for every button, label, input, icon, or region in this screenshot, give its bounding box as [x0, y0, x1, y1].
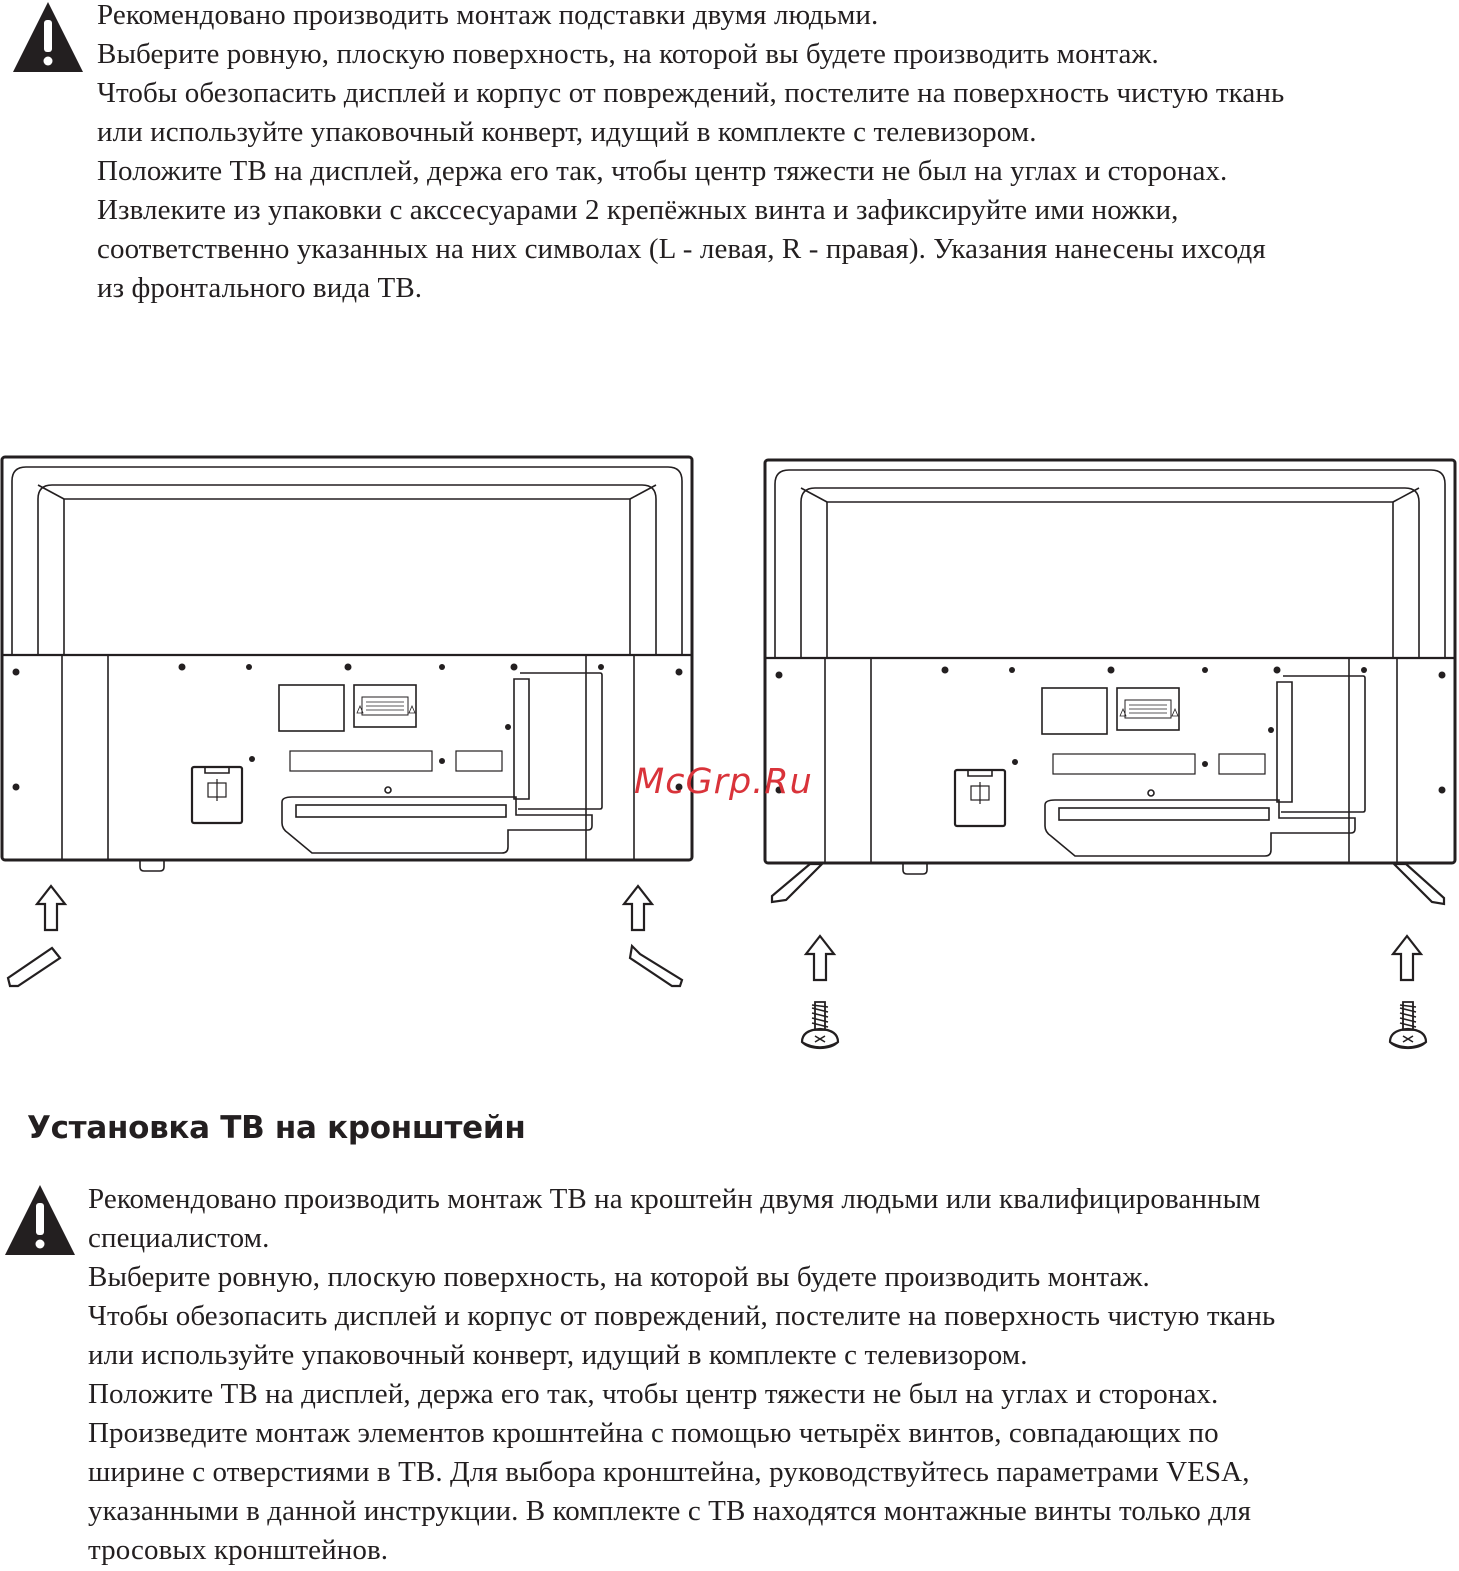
- instruction-line: Чтобы обезопасить дисплей и корпус от повреждений, постелите на поверхность чистую ткань: [88, 1300, 1276, 1332]
- arrow-up-icon: [624, 886, 652, 930]
- warning-triangle-icon: [4, 1183, 76, 1257]
- stand-foot-attached-right: [1394, 864, 1444, 904]
- instruction-line: ширине с отверстиями в ТВ. Для выбора кронштейна, руководствуйтесь параметрами VESA,: [88, 1456, 1250, 1488]
- instruction-line: или используйте упаковочный конверт, идущий в комплекте с телевизором.: [97, 116, 1037, 148]
- instruction-line: из фронтального вида ТВ.: [97, 272, 423, 304]
- arrow-up-icon: [806, 936, 834, 980]
- instruction-line: или используйте упаковочный конверт, идущий в комплекте с телевизором.: [88, 1339, 1028, 1371]
- stand-instructions: [97, 0, 1284, 308]
- instruction-line: соответственно указанных на них символах (L - левая, R - правая). Указания нанесены ихсодя: [97, 233, 1266, 265]
- screw-icon: [1390, 1002, 1426, 1048]
- instruction-line: тросовых кронштейнов.: [88, 1534, 389, 1566]
- stand-foot-attached-left: [772, 864, 822, 902]
- tv-back-view-left: [2, 457, 692, 871]
- instruction-line: специалистом.: [88, 1222, 270, 1254]
- instruction-line: Выберите ровную, плоскую поверхность, на которой вы будете производить монтаж.: [97, 38, 1159, 70]
- stand-foot-left: [8, 948, 60, 986]
- arrow-up-icon: [1393, 936, 1421, 980]
- screw-icon: [802, 1002, 838, 1048]
- instruction-line: Рекомендовано производить монтаж подставки двумя людьми.: [97, 0, 879, 31]
- arrow-up-icon: [37, 886, 65, 930]
- instruction-line: Чтобы обезопасить дисплей и корпус от повреждений, постелите на поверхность чистую ткань: [97, 77, 1285, 109]
- instruction-line: Извлеките из упаковки с акссесуарами 2 крепёжных винта и зафиксируйте ими ножки,: [97, 194, 1179, 226]
- section-heading: Установка ТВ на кронштейн: [27, 1110, 526, 1146]
- instruction-line: указанными в данной инструкции. В комплекте с ТВ находятся монтажные винты только для: [88, 1495, 1252, 1527]
- warning-triangle-icon: [12, 0, 84, 74]
- instruction-line: Произведите монтаж элементов крошнтейна с помощью четырёх винтов, совпадающих по: [88, 1417, 1219, 1449]
- stand-assembly-diagram: [0, 440, 1459, 1070]
- instruction-line: Положите ТВ на дисплей, держа его так, чтобы центр тяжести не был на углах и сторонах.: [88, 1378, 1219, 1410]
- instruction-line: Выберите ровную, плоскую поверхность, на которой вы будете производить монтаж.: [88, 1261, 1150, 1293]
- stand-foot-right: [630, 946, 682, 986]
- instruction-line: Положите ТВ на дисплей, держа его так, чтобы центр тяжести не был на углах и сторонах.: [97, 155, 1228, 187]
- instruction-line: Рекомендовано производить монтаж ТВ на кроштейн двумя людьми или квалифицированным: [88, 1183, 1261, 1215]
- watermark: McGrp.Ru: [634, 762, 813, 802]
- tv-back-view-right: [765, 460, 1455, 874]
- wall-mount-instructions: [88, 1180, 1275, 1570]
